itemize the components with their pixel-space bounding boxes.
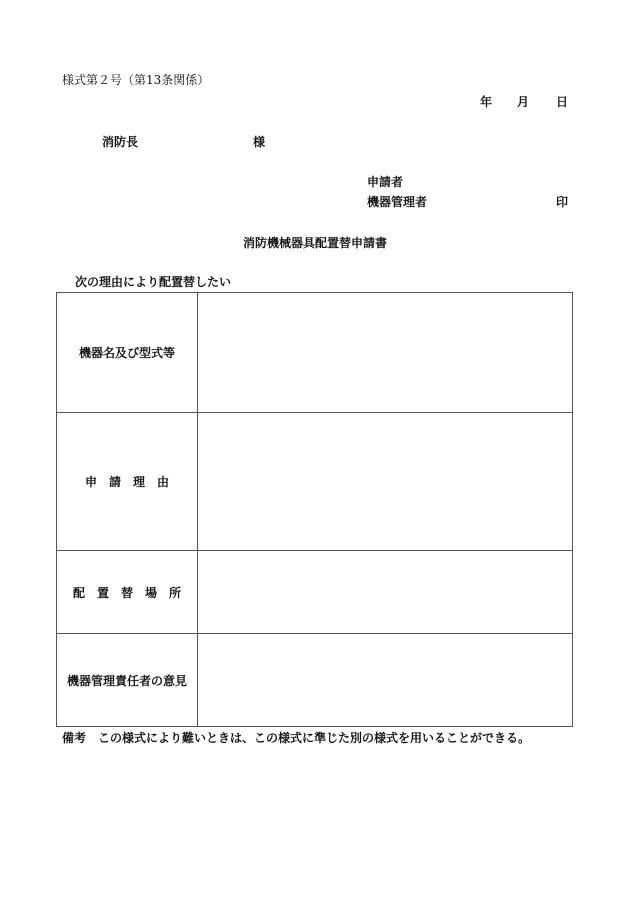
reason-field[interactable] (198, 413, 573, 551)
table-row-opinion (57, 634, 573, 727)
applicant-label: 申請者 (367, 175, 404, 189)
form-number: 様式第２号（第13条関係） (62, 73, 210, 87)
reason-label: 申 請 理 由 (57, 413, 198, 551)
equipment-name-field[interactable] (198, 293, 573, 413)
fire-chief-label: 消防長 (102, 135, 139, 149)
application-table (56, 292, 573, 727)
table-row-equipment (57, 293, 573, 413)
table-row-location (57, 551, 573, 634)
document-title: 消防機械器具配置替申請書 (242, 236, 387, 250)
table-row-reason (57, 413, 573, 551)
equipment-name-label: 機器名及び型式等 (57, 293, 198, 413)
date-year-label: 年 (480, 95, 493, 109)
seal-label: 印 (556, 195, 569, 209)
date-day-label: 日 (556, 95, 569, 109)
manager-opinion-label: 機器管理責任者の意見 (57, 634, 198, 727)
manager-opinion-field[interactable] (198, 634, 573, 727)
relocation-place-field[interactable] (198, 551, 573, 634)
relocation-place-label: 配 置 替 場 所 (57, 551, 198, 634)
intro-text: 次の理由により配置替したい (75, 275, 232, 289)
honorific-label: 様 (253, 135, 266, 149)
remarks-note: 備考 この様式により難いときは、この様式に準じた別の様式を用いることができる。 (62, 731, 531, 745)
equipment-manager-label: 機器管理者 (367, 195, 428, 209)
date-month-label: 月 (517, 95, 530, 109)
